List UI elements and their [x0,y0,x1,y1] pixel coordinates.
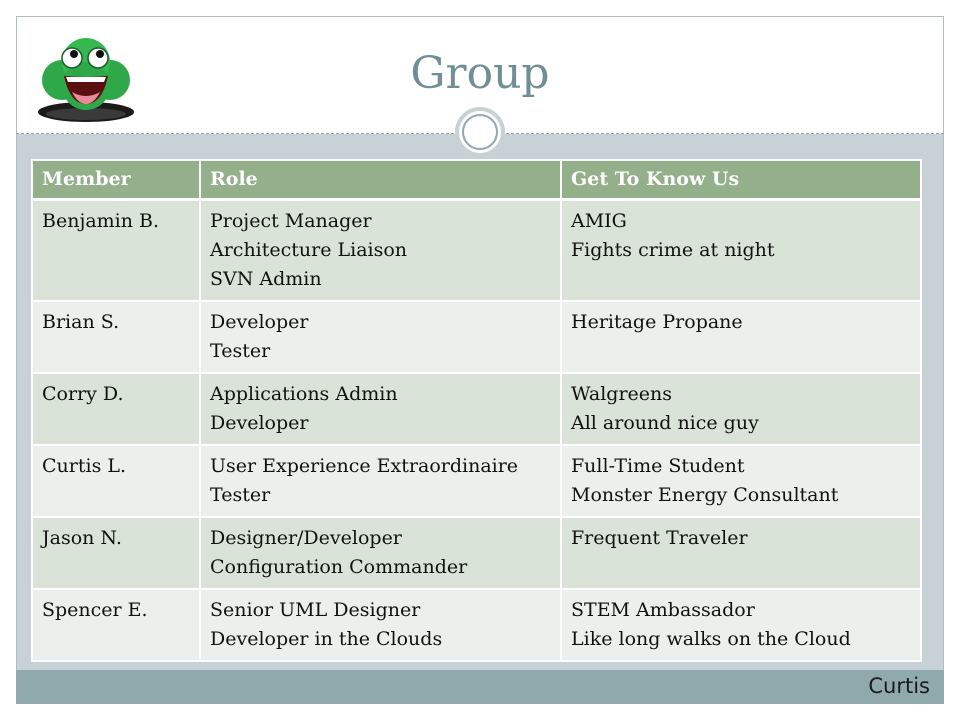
column-header-about: Get To Know Us [561,160,921,200]
role-line: Tester [210,340,271,362]
slide-title: Group [410,48,550,99]
role-cell [200,589,561,661]
column-header-role: Role [200,160,561,200]
about-line: Walgreens [571,383,673,405]
footer-bar [16,670,944,704]
role-cell [200,517,561,589]
table-row [32,445,921,517]
role-line: Developer in the Clouds [210,628,443,650]
table-row [32,200,921,302]
member-cell: Spencer E. [32,589,200,661]
role-line: User Experience Extraordinaire [210,455,519,477]
role-cell [200,301,561,373]
about-cell [561,517,921,589]
group-table [31,159,922,662]
table-row [32,589,921,661]
member-cell: Jason N. [32,517,200,589]
about-line: Fights crime at night [571,239,775,261]
about-line: Monster Energy Consultant [571,484,839,506]
role-line: Architecture Liaison [210,239,408,261]
circle-ring-icon [455,107,505,157]
role-line: Tester [210,484,271,506]
about-cell [561,200,921,302]
role-cell [200,200,561,302]
member-cell: Corry D. [32,373,200,445]
about-cell [561,445,921,517]
role-line: Configuration Commander [210,556,468,578]
table-row [32,301,921,373]
about-cell [561,373,921,445]
role-line: Senior UML Designer [210,599,421,621]
role-line: Developer [210,311,309,333]
table-row [32,517,921,589]
table-header-row [32,160,921,200]
about-line: AMIG [571,210,627,232]
member-cell: Benjamin B. [32,200,200,302]
about-line: Heritage Propane [571,311,743,333]
member-cell: Curtis L. [32,445,200,517]
about-line: Full-Time Student [571,455,745,477]
about-line: Frequent Traveler [571,527,748,549]
role-line: SVN Admin [210,268,322,290]
role-cell [200,373,561,445]
about-line: All around nice guy [571,412,759,434]
about-cell [561,589,921,661]
footer-author: Curtis [868,674,930,698]
about-line: STEM Ambassador [571,599,755,621]
role-cell [200,445,561,517]
role-line: Applications Admin [210,383,398,405]
role-line: Project Manager [210,210,372,232]
about-line: Like long walks on the Cloud [571,628,851,650]
role-line: Designer/Developer [210,527,402,549]
role-line: Developer [210,412,309,434]
column-header-member: Member [32,160,200,200]
member-cell: Brian S. [32,301,200,373]
about-cell [561,301,921,373]
table-row [32,373,921,445]
